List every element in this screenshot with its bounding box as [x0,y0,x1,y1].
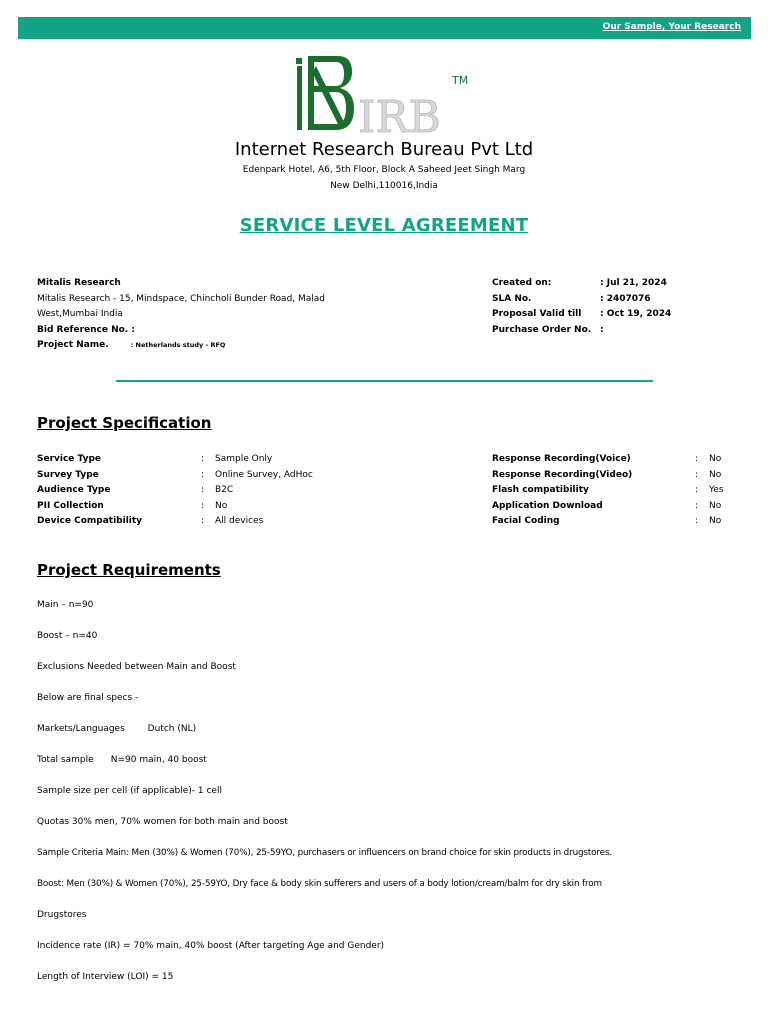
specification-heading: Project Specification [37,414,212,432]
requirement-line: Length of Interview (LOI) = 15 [37,972,174,982]
agreement-row [492,307,732,323]
spec-colon: : [201,500,205,511]
agreement-value: : Oct 19, 2024 [600,309,672,320]
company-address-line2: New Delhi,110016,India [330,181,438,191]
spec-row [492,468,742,484]
spec-colon: : [695,485,699,496]
spec-label: Response Recording(Video) [492,469,633,480]
requirement-line: Sample size per cell (if applicable)- 1 cell [37,786,222,796]
spec-value: Sample Only [215,454,273,464]
requirement-line: Markets/Languages Dutch (NL) [37,724,197,734]
agreement-value: : 2407076 [600,293,651,304]
agreement-label: Purchase Order No. [492,324,592,335]
spec-label: Flash compatibility [492,485,589,496]
spec-label: Response Recording(Voice) [492,454,631,464]
specification-right [492,452,742,530]
requirement-line: Quotas 30% men, 70% women for both main and boost [37,817,288,827]
requirement-line: Below are final specs - [37,693,139,703]
logo-text: IRB [358,92,441,138]
spec-row [492,514,742,530]
section-divider [116,380,653,382]
requirement-line: Sample Criteria Main: Men (30%) & Women (70%), 25-59YO, purchasers or influencers on brand choice for skin products in drugstores. [37,848,613,858]
requirement-line: Incidence rate (IR) = 70% main, 40% boost (After targeting Age and Gender) [37,941,385,951]
spec-row [492,483,742,499]
spec-row [37,499,367,515]
spec-label: Service Type [37,454,102,464]
spec-row [492,452,742,468]
project-name-value: : Netherlands study - RFQ [130,341,226,350]
spec-label: Application Download [492,500,603,511]
spec-label: Facial Coding [492,516,560,527]
spec-value: No [215,500,228,511]
spec-colon: : [695,516,699,527]
requirement-line: Total sample N=90 main, 40 boost [37,755,207,765]
spec-colon: : [201,469,205,480]
agreement-row [492,323,732,339]
spec-colon: : [695,454,699,464]
agreement-label: Proposal Valid till [492,309,582,320]
agreement-details [492,276,732,338]
agreement-row [492,292,732,308]
client-address-line2: West,Mumbai India [37,309,123,320]
agreement-value: : Jul 21, 2024 [600,278,667,288]
spec-row [492,499,742,515]
specification-left [37,452,367,530]
company-name: Internet Research Bureau Pvt Ltd [234,139,534,160]
company-address-line1: Edenpark Hotel, A6, 5th Floor, Block A Saheed Jeet Singh Marg [242,165,526,175]
client-name: Mitalis Research [37,278,121,288]
spec-value: No [709,469,722,480]
spec-value: No [709,454,722,464]
top-banner [18,17,751,39]
spec-row [37,468,367,484]
agreement-label: SLA No. [492,293,532,304]
client-address-line1: Mitalis Research - 15, Mindspace, Chincholi Bunder Road, Malad [37,293,326,304]
spec-row [37,452,367,468]
spec-row [37,514,367,530]
agreement-row [492,276,732,292]
trademark-mark: TM [452,74,469,87]
tagline-link[interactable]: Our Sample, Your Research [602,22,741,32]
requirement-line: Main – n=90 [37,600,94,610]
spec-value: B2C [215,485,234,496]
spec-colon: : [201,485,205,496]
spec-value: No [709,500,722,511]
spec-label: Audience Type [37,485,111,496]
spec-value: No [709,516,722,527]
spec-row [37,483,367,499]
requirements-heading: Project Requirements [37,561,221,579]
spec-label: Device Compatibility [37,516,143,527]
spec-colon: : [201,454,205,464]
spec-value: Online Survey, AdHoc [215,469,313,480]
spec-colon: : [695,500,699,511]
spec-label: PII Collection [37,500,104,511]
document-title: SERVICE LEVEL AGREEMENT [239,215,529,236]
client-info [37,276,357,354]
requirement-line: Exclusions Needed between Main and Boost [37,662,236,672]
requirement-line: Drugstores [37,910,87,920]
spec-value: Yes [709,485,724,496]
project-name-label: Project Name. [37,340,109,351]
spec-label: Survey Type [37,469,99,480]
requirement-line: Boost – n=40 [37,631,98,641]
bid-reference: Bid Reference No. : [37,324,135,335]
spec-colon: : [201,516,205,527]
agreement-label: Created on: [492,278,552,288]
spec-colon: : [695,469,699,480]
spec-value: All devices [215,516,264,527]
agreement-value: : [600,324,604,335]
requirement-line: Boost: Men (30%) & Women (70%), 25-59YO, Dry face & body skin sufferers and users of a body lotion/cream/balm for dry skin from [37,879,602,889]
project-name-row [37,338,357,354]
irb-logo [294,52,474,138]
